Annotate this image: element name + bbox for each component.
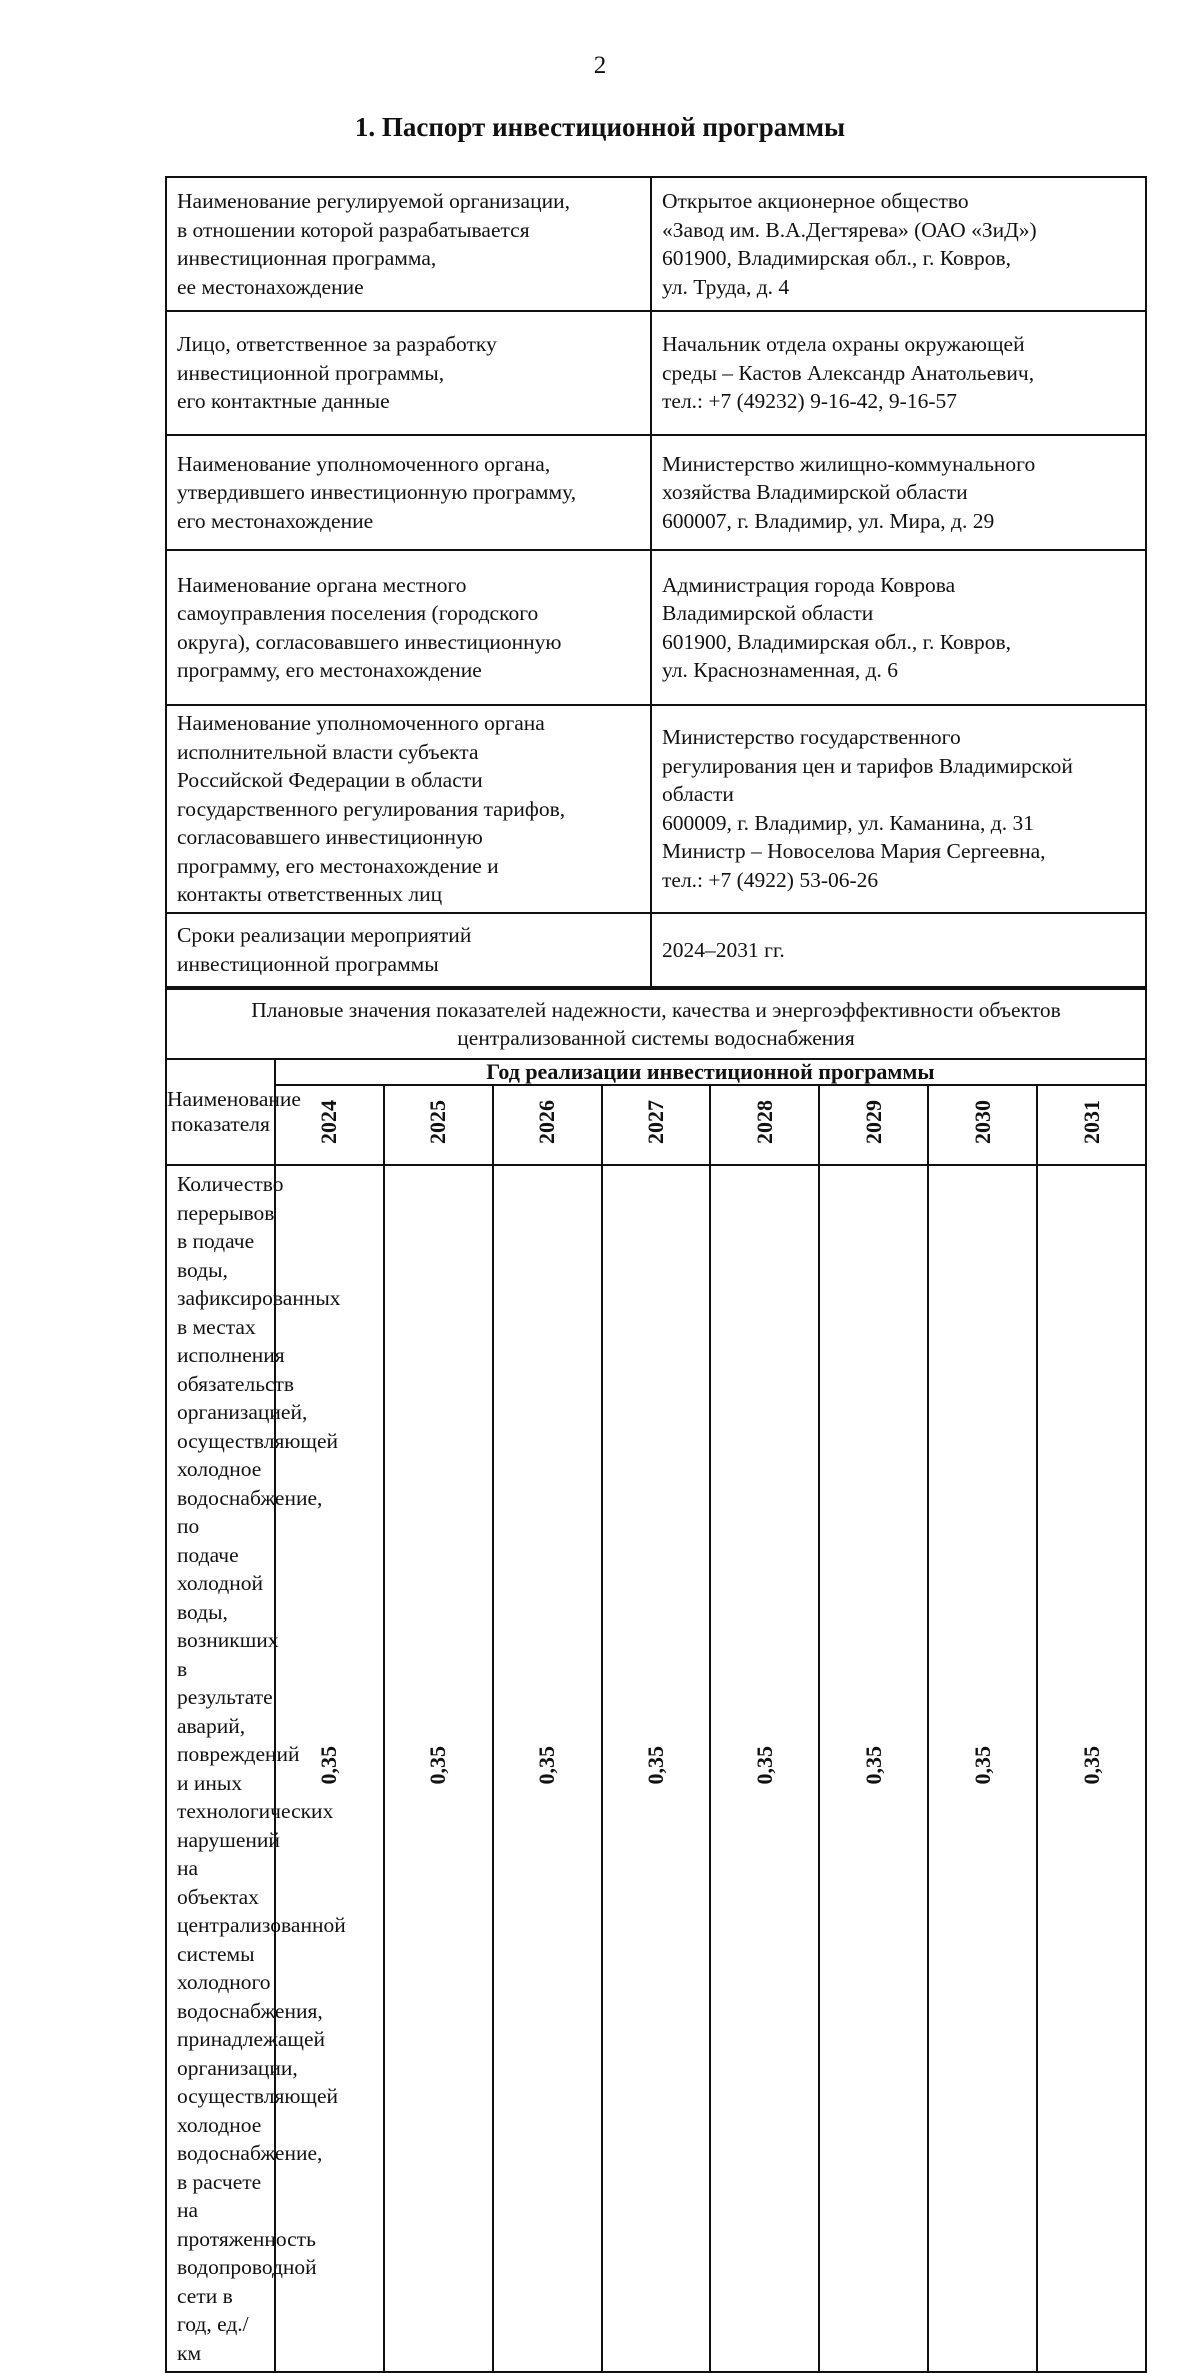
- year-label: 2027: [642, 1100, 668, 1144]
- passport-value-cell: [651, 435, 1146, 550]
- indicator-value: 0,35: [969, 1746, 995, 1785]
- passport-value: Администрация города Коврова Владимирской области 601900, Владимирская обл., г. Ковров, ул. Краснознаменная, д. 6: [662, 572, 1011, 683]
- year-label: 2030: [969, 1100, 995, 1144]
- passport-row-organization: [166, 177, 1146, 311]
- year-label: 2028: [751, 1100, 777, 1144]
- passport-label-cell: [166, 177, 651, 311]
- indicator-value: 0,35: [751, 1746, 777, 1785]
- indicator-row: [166, 1165, 1146, 2372]
- passport-value-cell: [651, 177, 1146, 311]
- year-header: [384, 1085, 493, 1165]
- indicator-value: 0,35: [316, 1746, 342, 1785]
- passport-value: Министерство государственного регулирования цен и тарифов Владимирской области 600009, г. Владимир, ул. Каманина, д. 31 Министр – Новоселова Мария Сергеевна, тел.: +7 (4922) 53-06-26: [662, 725, 1073, 892]
- passport-label: Наименование регулируемой организации, в отношении которой разрабатывается инвестиционная программа, ее местонахождение: [177, 189, 570, 299]
- indicator-value: 0,35: [425, 1746, 451, 1785]
- indicator-value-cell: [493, 1165, 602, 2372]
- passport-label-cell: [166, 550, 651, 705]
- passport-label: Наименование уполномоченного органа, утвердившего инвестиционную программу, его местонахождение: [177, 451, 577, 533]
- indicator-value: 0,35: [860, 1746, 886, 1785]
- page-number: 2: [593, 52, 607, 79]
- passport-label: Сроки реализации мероприятий инвестиционной программы: [177, 923, 472, 976]
- year-label: 2031: [1078, 1100, 1104, 1144]
- indicator-value-cell: [384, 1165, 493, 2372]
- year-header: [493, 1085, 602, 1165]
- years-header: Год реализации инвестиционной программы: [275, 1059, 1146, 1085]
- year-label: 2024: [316, 1100, 342, 1144]
- indicator-value: 0,35: [534, 1746, 560, 1785]
- years-row: [166, 1085, 1146, 1165]
- passport-row-responsible: [166, 311, 1146, 435]
- year-header: [819, 1085, 928, 1165]
- indicator-value: 0,35: [1078, 1746, 1104, 1785]
- indicator-value-cell: [275, 1165, 384, 2372]
- passport-value: Министерство жилищно-коммунального хозяйства Владимирской области 600007, г. Владимир, ул. Мира, д. 29: [662, 451, 1036, 533]
- indicators-header-row: [166, 989, 1146, 1059]
- passport-label-cell: [166, 435, 651, 550]
- year-label: 2025: [425, 1100, 451, 1144]
- passport-label-cell: [166, 311, 651, 435]
- passport-value-cell: [651, 311, 1146, 435]
- indicator-value-cell: [1037, 1165, 1146, 2372]
- passport-value-cell: [651, 705, 1146, 913]
- indicator-value-cell: [928, 1165, 1037, 2372]
- indicator-name: Количество перерывов в подаче воды, зафиксированных в местах исполнения обязательств организацией, осуществляющей холодное водоснабжение, по подаче холодной воды, возникших в результате аварий, повреждений и иных технологических нарушений на объектах централизованной системы холодного водоснабжения, принадлежащей организации, осуществляющей холодное водоснабжение, в расчете на протяженность водопроводной сети в год, ед./км: [166, 1165, 275, 2372]
- passport-label: Наименование уполномоченного органа исполнительной власти субъекта Российской Федерации в области государственного регулирования тарифов, согласовавшего инвестиционную программу, его местонахождение и контакты ответственных лиц: [177, 711, 566, 907]
- indicators-table: [165, 988, 1147, 2373]
- indicators-section-header: Плановые значения показателей надежности, качества и энергоэффективности объектов централизованной системы водоснабжения: [166, 989, 1146, 1059]
- passport-label: Лицо, ответственное за разработку инвестиционной программы, его контактные данные: [177, 332, 497, 414]
- passport-label-cell: [166, 913, 651, 987]
- passport-value: Открытое акционерное общество «Завод им. В.А.Дегтярева» (ОАО «ЗиД») 601900, Владимирская обл., г. Ковров, ул. Труда, д. 4: [662, 189, 1037, 299]
- passport-label: Наименование органа местного самоуправления поселения (городского округа), согласовавшего инвестиционную программу, его местонахождение: [177, 572, 562, 683]
- indicator-name-header: Наименование показателя: [166, 1059, 275, 1165]
- passport-label-cell: [166, 705, 651, 913]
- indicator-value-cell: [819, 1165, 928, 2372]
- passport-value-cell: [651, 550, 1146, 705]
- indicator-value-cell: [710, 1165, 819, 2372]
- passport-row-approving-body: [166, 435, 1146, 550]
- year-header: [710, 1085, 819, 1165]
- indicator-value: 0,35: [642, 1746, 668, 1785]
- year-header: [602, 1085, 711, 1165]
- passport-value: 2024–2031 гг.: [662, 937, 785, 962]
- year-label: 2026: [534, 1100, 560, 1144]
- page-title: 1. Паспорт инвестиционной программы: [354, 112, 846, 142]
- year-header: [1037, 1085, 1146, 1165]
- year-label: 2029: [860, 1100, 886, 1144]
- passport-row-local-government: [166, 550, 1146, 705]
- passport-row-tariff-authority: [166, 705, 1146, 913]
- year-header: [928, 1085, 1037, 1165]
- years-title-row: [166, 1059, 1146, 1085]
- passport-value-cell: [651, 913, 1146, 987]
- passport-row-timeline: [166, 913, 1146, 987]
- indicator-value-cell: [602, 1165, 711, 2372]
- passport-table: [165, 176, 1147, 988]
- passport-value: Начальник отдела охраны окружающей среды – Кастов Александр Анатольевич, тел.: +7 (49232) 9-16-42, 9-16-57: [662, 332, 1035, 414]
